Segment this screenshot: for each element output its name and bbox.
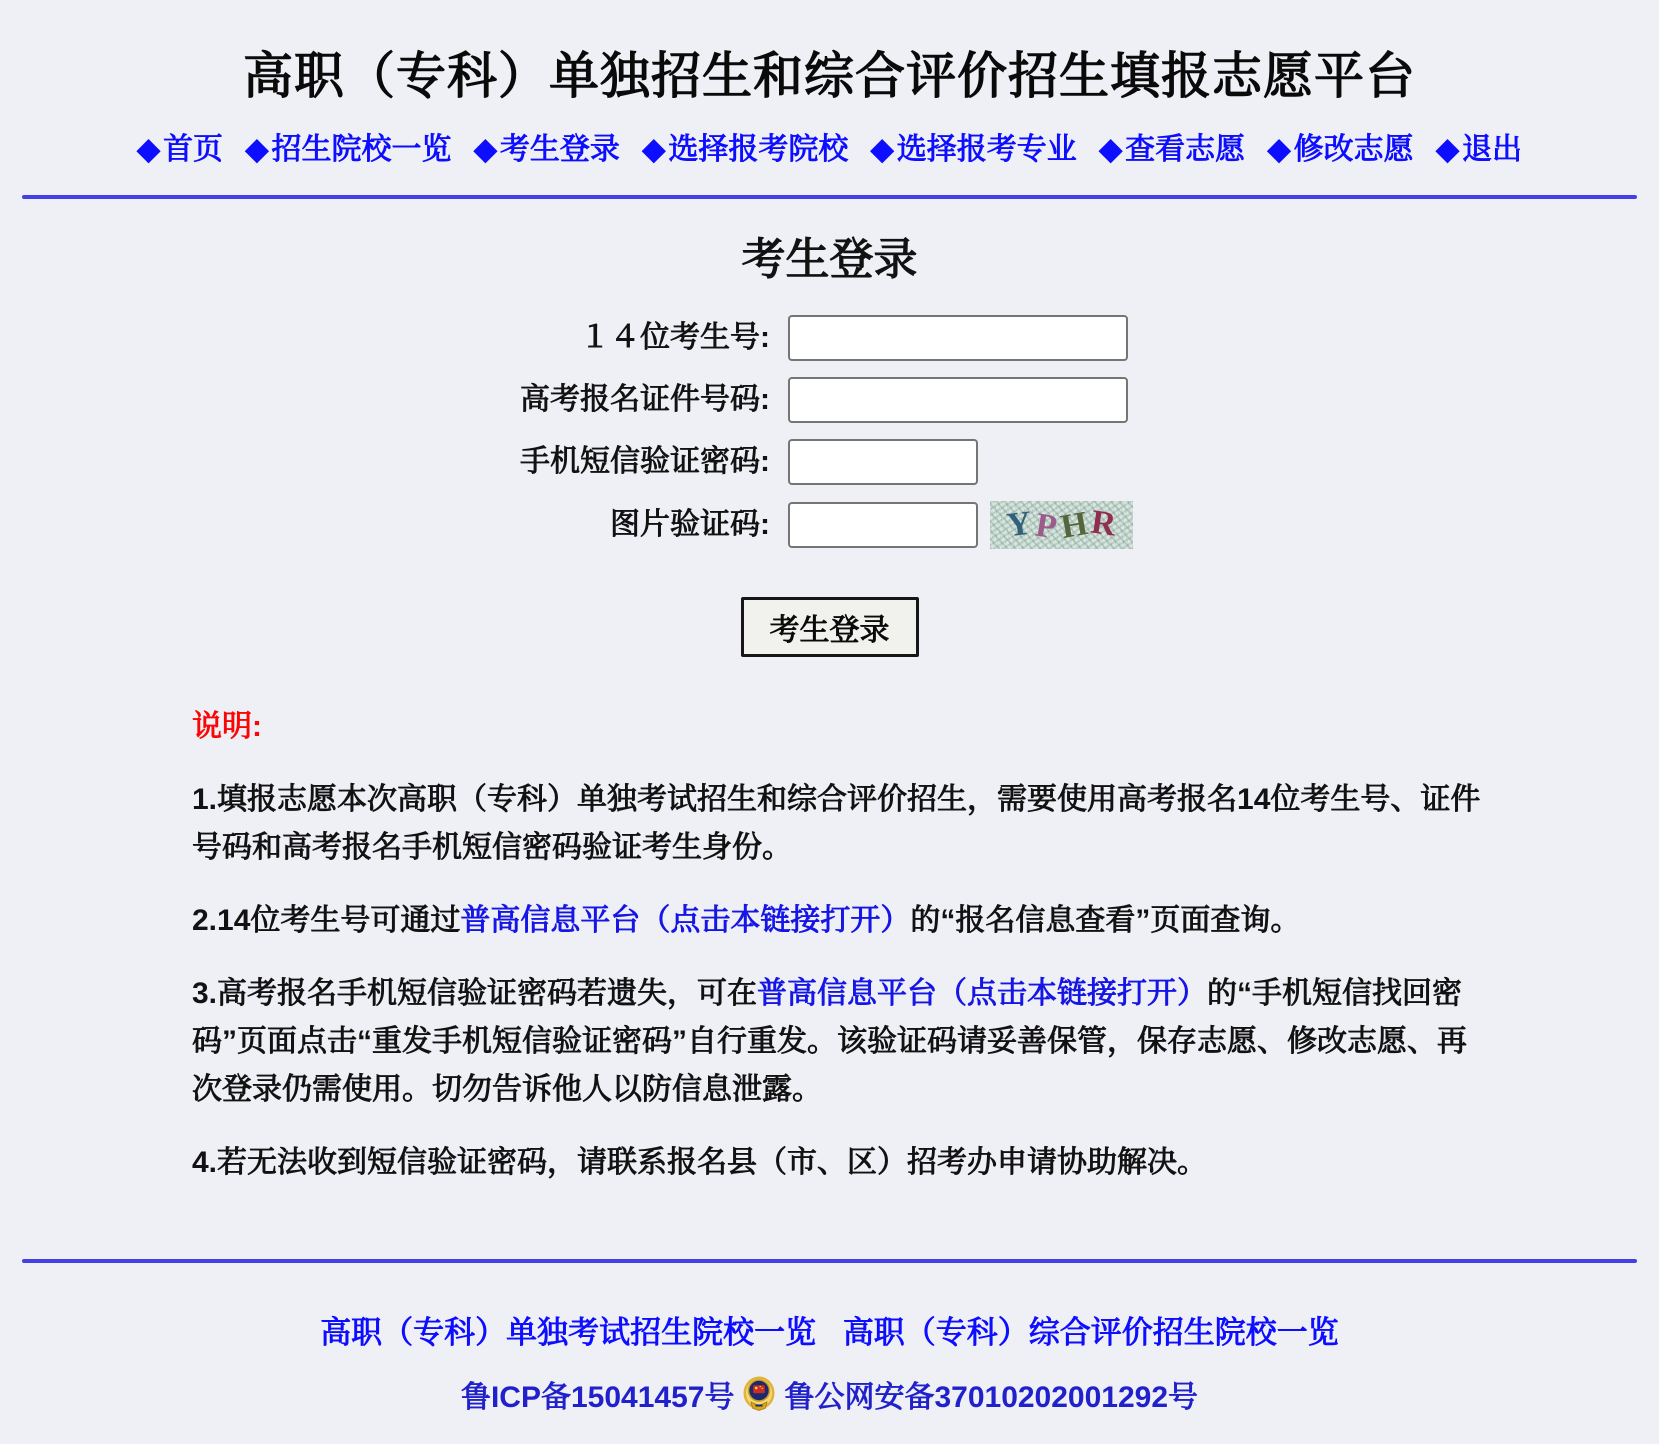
nav-item-label: 查看志愿 — [1125, 133, 1246, 166]
diamond-icon: ◆ — [870, 133, 894, 166]
diamond-icon: ◆ — [1099, 133, 1123, 166]
diamond-icon: ◆ — [1435, 133, 1460, 166]
candidate-number-label: １４位考生号: — [580, 321, 770, 354]
page-title: 高职（专科）单独招生和综合评价招生填报志愿平台 — [243, 48, 1416, 104]
diamond-icon: ◆ — [136, 133, 161, 166]
nav-item-candidate-login[interactable] — [474, 124, 620, 168]
footer — [0, 1307, 1659, 1444]
instruction-4-text: 4.若无法收到短信验证密码，请联系报名县（市、区）招考办申请协助解决。 — [192, 1146, 1208, 1179]
nav-item-edit-choices[interactable] — [1268, 124, 1414, 168]
candidate-number-input[interactable] — [788, 315, 1128, 361]
page — [0, 36, 1659, 1444]
nav-item-exit[interactable] — [1436, 124, 1522, 168]
nav-item-label: 退出 — [1462, 133, 1523, 166]
nav-item-select-college[interactable] — [642, 124, 848, 168]
instruction-2-text-after: 的“报名信息查看”页面查询。 — [910, 904, 1301, 937]
sms-password-label: 手机短信验证密码: — [520, 445, 770, 478]
nav-item-label: 考生登录 — [499, 133, 620, 166]
id-number-cell — [788, 377, 1659, 423]
login-form — [0, 315, 1659, 549]
instruction-3-text-before: 3.高考报名手机短信验证密码若遗失，可在 — [192, 977, 758, 1010]
nav-item-label: 选择报考专业 — [896, 133, 1077, 166]
captcha-image[interactable] — [990, 501, 1133, 549]
login-button-row — [0, 597, 1659, 657]
id-number-input[interactable] — [788, 377, 1128, 423]
id-number-label: 高考报名证件号码: — [520, 383, 770, 416]
instruction-item-4 — [192, 1139, 1489, 1187]
captcha-label: 图片验证码: — [610, 508, 770, 541]
instruction-2-text-before: 2.14位考生号可通过 — [192, 904, 461, 937]
diamond-icon: ◆ — [473, 133, 497, 166]
bottom-divider — [22, 1259, 1637, 1263]
nav-item-label: 修改志愿 — [1293, 133, 1414, 166]
instructions-section — [192, 703, 1489, 1187]
diamond-icon: ◆ — [642, 133, 666, 166]
nav-item-select-major[interactable] — [871, 124, 1077, 168]
diamond-icon: ◆ — [245, 133, 269, 166]
security-filing-link[interactable]: 鲁公网安备37010202001292号 — [784, 1381, 1199, 1414]
nav-item-home[interactable] — [137, 124, 223, 168]
instructions-heading: 说明: — [192, 710, 262, 743]
captcha-letter: P — [1032, 506, 1060, 547]
icp-filing-link[interactable]: 鲁ICP备15041457号 — [460, 1381, 735, 1414]
login-button[interactable]: 考生登录 — [741, 597, 919, 657]
instruction-item-3 — [192, 970, 1489, 1114]
pugao-platform-link-2[interactable]: 普高信息平台（点击本链接打开） — [757, 977, 1208, 1010]
captcha-input[interactable] — [788, 502, 978, 548]
sms-password-input[interactable] — [788, 439, 978, 485]
candidate-number-cell — [788, 315, 1659, 361]
danzhao-college-list-link[interactable]: 高职（专科）单独考试招生院校一览 — [320, 1315, 817, 1350]
zongping-college-list-link[interactable]: 高职（专科）综合评价招生院校一览 — [842, 1315, 1339, 1350]
police-badge-icon — [740, 1375, 778, 1413]
nav-item-college-list[interactable] — [245, 124, 451, 168]
nav-item-label: 招生院校一览 — [271, 133, 452, 166]
instruction-item-1 — [192, 776, 1489, 872]
pugao-platform-link[interactable]: 普高信息平台（点击本链接打开） — [460, 904, 911, 937]
instruction-item-2 — [192, 897, 1489, 945]
footer-links — [0, 1307, 1659, 1352]
instruction-1-text: 1.填报志愿本次高职（专科）单独考试招生和综合评价招生，需要使用高考报名14位考生号、证件号码和高考报名手机短信密码验证考生身份。 — [192, 783, 1481, 864]
captcha-letter: Y — [1005, 504, 1034, 545]
captcha-cell — [788, 501, 1659, 549]
instruction-3-text-after: 的“手机短信找回密码”页面点击“重发手机短信验证密码”自行重发。该验证码请妥善保管，保存志愿、修改志愿、再次登录仍需使用。切勿告诉他人以防信息泄露。 — [192, 977, 1467, 1106]
login-section — [0, 223, 1659, 657]
nav-item-view-choices[interactable] — [1099, 124, 1245, 168]
filing-row — [0, 1372, 1659, 1444]
sms-password-cell — [788, 439, 1659, 485]
nav-item-label: 首页 — [163, 133, 224, 166]
login-heading: 考生登录 — [741, 235, 918, 284]
captcha-letter: R — [1088, 503, 1119, 544]
captcha-letter: H — [1057, 504, 1091, 547]
nav-item-label: 选择报考院校 — [668, 133, 849, 166]
diamond-icon: ◆ — [1267, 133, 1291, 166]
top-divider — [22, 195, 1637, 199]
main-nav — [0, 124, 1659, 168]
